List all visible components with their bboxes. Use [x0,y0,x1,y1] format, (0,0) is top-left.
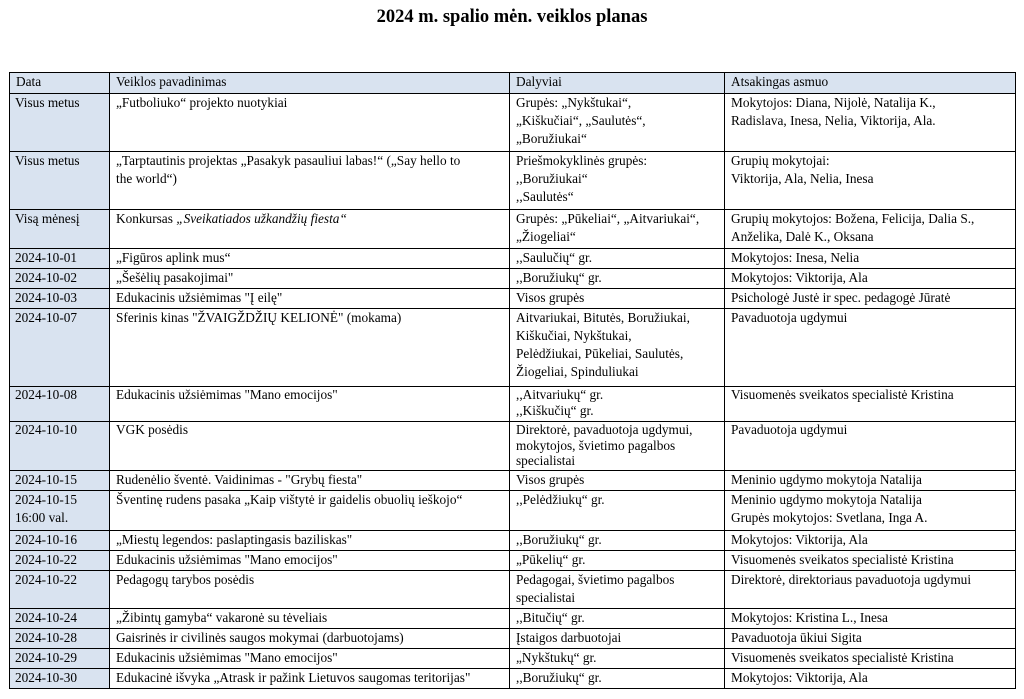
responsible-cell [725,470,1016,490]
responsible-cell [725,530,1016,550]
table-row [10,550,1016,570]
date-cell [10,289,110,309]
participants-cell-line: Direktorė, pavaduotoja ugdymui, [516,422,693,437]
activity-cell-line: Gaisrinės ir civilinės saugos mokymai (darbuotojams) [116,629,404,645]
activity-cell [110,648,510,668]
participants-cell-line: ,,Bitučių“ gr. [516,609,585,625]
activity-cell [110,94,510,152]
participants-cell-line: Pedagogai, švietimo pagalbos [516,571,675,587]
participants-cell [510,550,725,570]
activity-cell [110,490,510,530]
responsible-cell [725,289,1016,309]
responsible-cell-line: Pavaduotoja ugdymui [731,310,848,325]
date-cell [10,269,110,289]
participants-cell [510,249,725,269]
date-cell [10,668,110,688]
activity-cell-line: VGK posėdis [116,422,189,437]
date-cell [10,550,110,570]
date-cell-line: 2024-10-28 [15,629,78,645]
responsible-cell [725,550,1016,570]
participants-cell [510,470,725,490]
responsible-cell-line: Viktorija, Ala, Nelia, Inesa [731,171,874,186]
header-participants: Dalyviai [510,73,725,94]
responsible-cell-line: Anželika, Dalė K., Oksana [731,229,874,244]
activity-plan-table [9,72,1016,689]
participants-cell-line: ,,Boružiukai“ [516,171,588,186]
date-cell [10,422,110,471]
date-cell [10,152,110,210]
responsible-cell-line: Meninio ugdymo mokytoja Natalija [731,471,922,487]
participants-cell-line: ,,Aitvariukų“ gr. [516,387,604,402]
activity-cell [110,628,510,648]
responsible-cell [725,570,1016,608]
activity-cell-line: Šventinę rudens pasaka „Kaip vištytė ir gaidelis obuolių ieškojo“ [116,491,463,507]
table-row [10,152,1016,210]
participants-cell-line: „Nykštukų“ gr. [516,649,597,665]
table-body [10,94,1016,689]
participants-cell [510,152,725,210]
responsible-cell-line: Mokytojos: Viktorija, Ala [731,669,868,685]
participants-cell-line: „Boružiukai“ [516,131,587,146]
participants-cell-line: „Žiogeliai“ [516,229,576,244]
activity-cell [110,309,510,387]
table-row [10,309,1016,387]
responsible-cell-line: Pavaduotoja ūkiui Sigita [731,629,862,645]
table-row [10,249,1016,269]
table-row [10,530,1016,550]
responsible-cell-line: Mokytojos: Diana, Nijolė, Natalija K., [731,95,936,110]
participants-cell-line: specialistai [516,453,576,468]
participants-cell-line: ,,Kiškučių“ gr. [516,402,594,418]
activity-cell-line: „Figūros aplink mus“ [116,250,231,265]
participants-cell [510,628,725,648]
responsible-cell [725,269,1016,289]
date-cell-line: 2024-10-29 [15,649,78,665]
table-row [10,210,1016,249]
responsible-cell [725,648,1016,668]
header-date: Data [10,73,110,94]
participants-cell [510,422,725,471]
activity-cell [110,422,510,471]
activity-cell-line: „Miestų legendos: paslaptingasis baziliskas" [116,531,353,547]
header-row [10,73,1016,94]
responsible-cell-line: Visuomenės sveikatos specialistė Kristina [731,387,954,402]
responsible-cell [725,210,1016,249]
activity-cell [110,152,510,210]
participants-cell [510,608,725,628]
responsible-cell-line: Mokytojos: Viktorija, Ala [731,531,868,547]
activity-cell [110,530,510,550]
activity-cell-line [116,210,503,228]
activity-cell [110,570,510,608]
date-cell [10,470,110,490]
header-activity: Veiklos pavadinimas [110,73,510,94]
date-cell-line: Visus metus [15,95,80,110]
date-cell-line: 2024-10-02 [15,270,78,285]
date-cell-line: 2024-10-24 [15,609,78,625]
activity-cell-line: „Tarptautinis projektas „Pasakyk pasauliui labas!“ („Say hello to [116,153,461,168]
responsible-cell-line: Pavaduotoja ugdymui [731,422,848,437]
responsible-cell-line: Direktorė, direktoriaus pavaduotoja ugdymui [731,571,972,587]
participants-cell-line: ,,Saulučių“ gr. [516,250,593,265]
participants-cell-line: ,,Saulutės“ [516,189,574,204]
responsible-cell [725,422,1016,471]
responsible-cell [725,608,1016,628]
participants-cell-line: „Kiškučiai“, „Saulutės“, [516,113,646,128]
date-cell [10,628,110,648]
date-cell-line: 2024-10-07 [15,310,78,325]
participants-cell [510,269,725,289]
participants-cell-line: ,,Pelėdžiukų“ gr. [516,491,605,507]
participants-cell-line: ,,Boružiukų“ gr. [516,270,602,285]
participants-cell-line: Visos grupės [516,471,585,487]
participants-cell-line: Visos grupės [516,290,585,305]
table-row [10,570,1016,608]
activity-cell [110,550,510,570]
responsible-cell [725,309,1016,387]
activity-cell-line: Edukacinis užsiėmimas "Mano emocijos" [116,649,338,665]
activity-cell [110,249,510,269]
participants-cell-line: „Pūkelių“ gr. [516,551,586,567]
date-cell [10,570,110,608]
activity-cell [110,668,510,688]
date-cell [10,210,110,249]
participants-cell-line: Įstaigos darbuotojai [516,629,622,645]
activity-cell [110,210,510,249]
participants-cell-line: ,,Boružiukų“ gr. [516,531,602,547]
date-cell [10,387,110,422]
participants-cell-line: mokytojos, švietimo pagalbos [516,437,676,453]
activity-cell-line: Rudenėlio šventė. Vaidinimas - "Grybų fiesta" [116,471,363,487]
participants-cell [510,668,725,688]
participants-cell-line: Kiškučiai, Nykštukai, [516,328,632,343]
table-row [10,668,1016,688]
responsible-cell-line: Psichologė Justė ir spec. pedagogė Jūratė [731,290,951,305]
activity-cell-line: Sferinis kinas "ŽVAIGŽDŽIŲ KELIONĖ" (mokama) [116,310,402,325]
table-row [10,628,1016,648]
participants-cell [510,490,725,530]
responsible-cell-line: Radislava, Inesa, Nelia, Viktorija, Ala. [731,113,936,128]
responsible-cell-line: Mokytojos: Kristina L., Inesa [731,609,888,625]
date-cell-line: 2024-10-10 [15,422,78,437]
activity-cell-line: Edukacinė išvyka „Atrask ir pažink Lietuvos saugomas teritorijas" [116,669,471,685]
table-row [10,269,1016,289]
responsible-cell [725,94,1016,152]
participants-cell [510,387,725,422]
responsible-cell-line: Grupių mokytojos: Božena, Felicija, Dalia S., [731,211,975,226]
activity-cell [110,289,510,309]
header-responsible: Atsakingas asmuo [725,73,1016,94]
participants-cell [510,309,725,387]
participants-cell [510,530,725,550]
participants-cell [510,94,725,152]
activity-cell-line: the world“) [116,171,177,186]
date-cell-line: 2024-10-22 [15,571,78,587]
participants-cell [510,289,725,309]
activity-cell-line: Edukacinis užsiėmimas "Mano emocijos" [116,387,338,402]
date-cell [10,94,110,152]
responsible-cell [725,668,1016,688]
date-cell [10,608,110,628]
table-header [10,73,1016,94]
date-cell-line: Visus metus [15,153,80,168]
date-cell [10,490,110,530]
activity-cell [110,470,510,490]
participants-cell-line: Pelėdžiukai, Pūkeliai, Saulutės, [516,346,684,361]
date-cell-line: 2024-10-15 [15,491,78,507]
activity-italic-title: „Sveikatiados užkandžių fiesta“ [176,211,347,226]
date-cell-line: 2024-10-30 [15,669,78,685]
date-cell-line: 2024-10-15 [15,471,78,487]
participants-cell-line: Priešmokyklinės grupės: [516,153,648,168]
date-cell [10,648,110,668]
activity-cell-line: Edukacinis užsiėmimas "Į eilę" [116,290,283,305]
table-row [10,470,1016,490]
date-cell-line: 2024-10-16 [15,531,78,547]
participants-cell-line: Grupės: „Nykštukai“, [516,95,632,110]
activity-cell-line: Edukacinis užsiėmimas "Mano emocijos" [116,551,338,567]
table-row [10,387,1016,422]
date-cell [10,249,110,269]
date-cell-line: 2024-10-08 [15,387,78,402]
responsible-cell-line: Meninio ugdymo mokytoja Natalija [731,491,922,507]
responsible-cell [725,490,1016,530]
date-cell-line: 2024-10-22 [15,551,78,567]
participants-cell-line: Aitvariukai, Bitutės, Boružiukai, [516,310,690,325]
responsible-cell-line: Grupės mokytojos: Svetlana, Inga A. [731,509,928,525]
date-cell [10,530,110,550]
participants-cell-line: specialistai [516,589,576,605]
activity-cell-line: Pedagogų tarybos posėdis [116,571,255,587]
page-title: 2024 m. spalio mėn. veiklos planas [376,7,648,27]
participants-cell-line: Žiogeliai, Spinduliukai [516,364,639,379]
participants-cell [510,210,725,249]
participants-cell [510,648,725,668]
responsible-cell-line: Visuomenės sveikatos specialistė Kristina [731,551,954,567]
table-row [10,422,1016,471]
responsible-cell [725,249,1016,269]
table-row [10,94,1016,152]
responsible-cell [725,628,1016,648]
responsible-cell-line: Visuomenės sveikatos specialistė Kristina [731,649,954,665]
date-cell [10,309,110,387]
responsible-cell [725,387,1016,422]
table-row [10,490,1016,530]
date-cell-line: 16:00 val. [15,509,69,525]
date-cell-line: 2024-10-01 [15,250,78,265]
participants-cell-line: ,,Boružiukų“ gr. [516,669,602,685]
activity-cell [110,387,510,422]
responsible-cell-line: Grupių mokytojai: [731,153,830,168]
participants-cell [510,570,725,608]
activity-cell-line: „Šešėlių pasakojimai" [116,270,234,285]
activity-cell [110,269,510,289]
activity-cell-line: „Žibintų gamyba“ vakaronė su tėveliais [116,609,328,625]
responsible-cell-line: Mokytojos: Inesa, Nelia [731,250,860,265]
date-cell-line: 2024-10-03 [15,290,78,305]
table-row [10,648,1016,668]
table-row [10,289,1016,309]
date-cell-line: Visą mėnesį [15,211,80,226]
responsible-cell-line: Mokytojos: Viktorija, Ala [731,270,868,285]
activity-prefix: Konkursas [116,211,177,226]
participants-cell-line: Grupės: „Pūkeliai“, „Aitvariukai“, [516,211,700,226]
responsible-cell [725,152,1016,210]
activity-cell [110,608,510,628]
table-row [10,608,1016,628]
activity-cell-line: „Futboliuko“ projekto nuotykiai [116,95,288,110]
